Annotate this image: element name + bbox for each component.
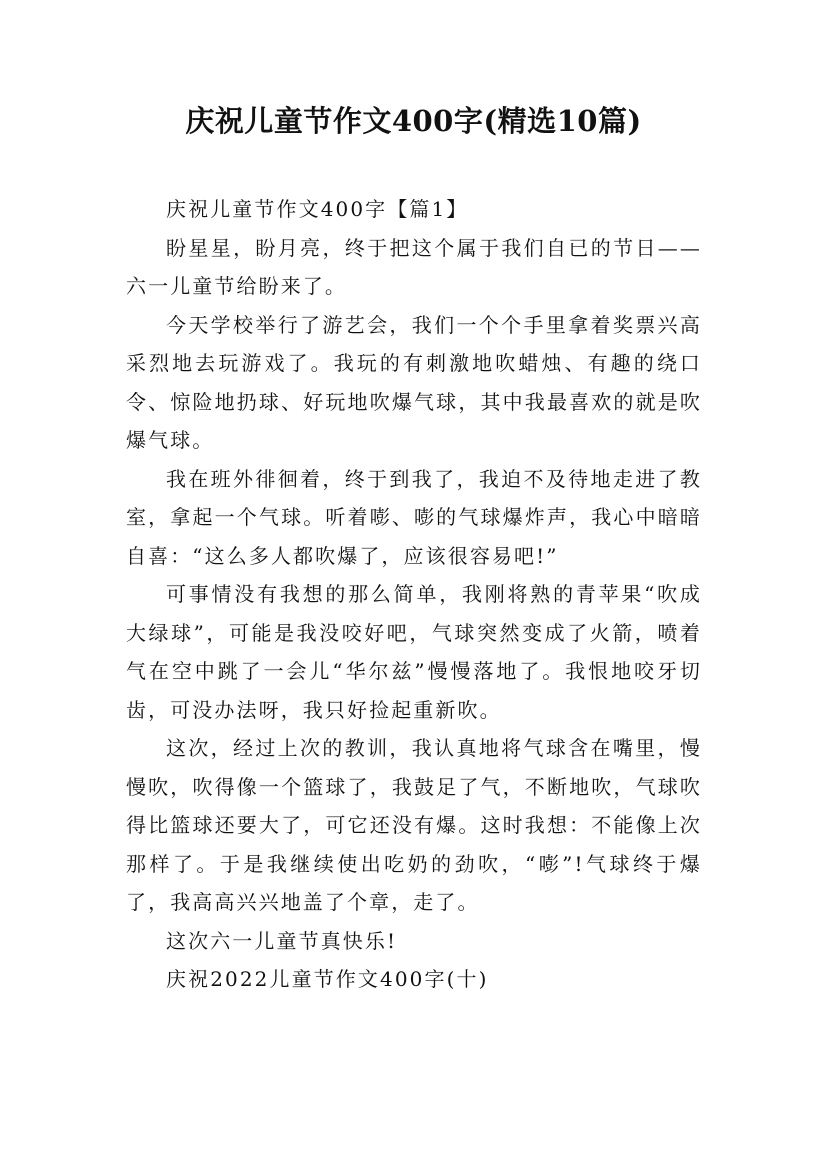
paragraph: 这次，经过上次的教训，我认真地将气球含在嘴里，慢慢吹，吹得像一个篮球了，我鼓足了气，不断地吹，气球吹得比篮球还要大了，可它还没有爆。这时我想：不能像上次那样了。于是我继续使出吃奶的劲吹，“嘭”!气球终于爆了，我高高兴兴地盖了个章，走了。 [126,736,702,914]
section-heading: 庆祝儿童节作文400字【篇1】 [166,197,469,221]
document-title: 庆祝儿童节作文400字(精选10篇) [185,104,642,138]
document-body [126,190,702,999]
section-heading: 庆祝2022儿童节作文400字(十) [166,967,489,991]
paragraph: 我在班外徘徊着，终于到我了，我迫不及待地走进了教室，拿起一个气球。听着嘭、嘭的气球爆炸声，我心中暗暗自喜：“这么多人都吹爆了，应该很容易吧!” [126,466,702,568]
paragraph: 这次六一儿童节真快乐! [166,928,398,953]
paragraph: 盼星星，盼月亮，终于把这个属于我们自已的节日——六一儿童节给盼来了。 [126,235,702,298]
paragraph: 今天学校举行了游艺会，我们一个个手里拿着奖票兴高采烈地去玩游戏了。我玩的有刺激地吹蜡烛、有趣的绕口令、惊险地扔球、好玩地吹爆气球，其中我最喜欢的就是吹爆气球。 [126,312,702,452]
paragraph: 可事情没有我想的那么简单，我刚将熟的青苹果“吹成大绿球”，可能是我没咬好吧，气球突然变成了火箭，喷着气在空中跳了一会儿“华尔兹”慢慢落地了。我恨地咬牙切齿，可没办法呀，我只好捡起重新吹。 [126,582,702,722]
